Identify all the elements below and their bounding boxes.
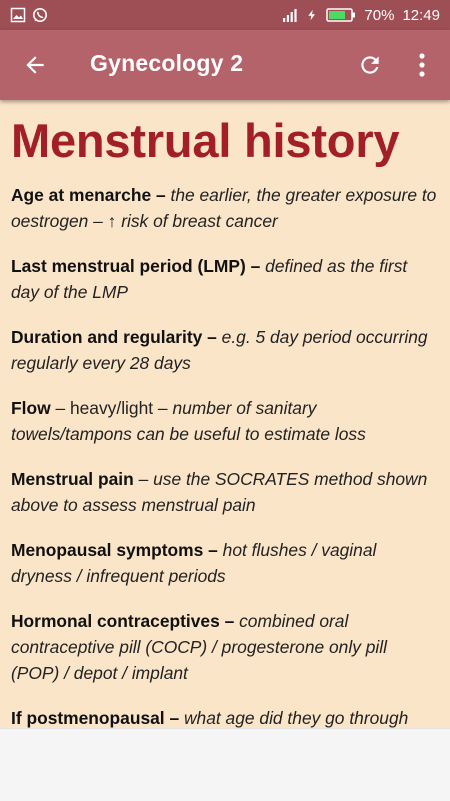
charging-icon [306, 7, 318, 23]
article-content[interactable] [0, 100, 450, 728]
history-item-duration [11, 324, 439, 376]
item-separator: – [50, 398, 70, 418]
history-item-menarche [11, 182, 439, 234]
item-description: e.g. 5 day period occurring regularly every 28 days [11, 327, 428, 373]
item-description: use the SOCRATES method shown above to assess menstrual pain [11, 469, 428, 515]
page-title: Gynecology 2 [90, 50, 244, 76]
history-item-menopausal [11, 537, 439, 589]
app-bar [0, 30, 450, 100]
item-label: Duration and regularity [11, 327, 203, 347]
item-label: Hormonal contraceptives [11, 611, 220, 631]
item-separator: – [151, 185, 171, 205]
bottom-panel [0, 728, 450, 801]
item-label: Flow [11, 398, 51, 418]
item-separator: – [203, 540, 223, 560]
item-separator: – [202, 327, 222, 347]
arrow-left-icon[interactable] [22, 52, 48, 78]
item-description: defined as the first day of the LMP [11, 256, 408, 302]
history-item-flow [11, 395, 439, 447]
item-separator-2: – [153, 398, 173, 418]
history-item-postmenopausal [11, 705, 439, 728]
whatsapp-icon [32, 7, 48, 23]
item-plain-text: heavy/light [69, 398, 154, 418]
item-description: what age did they go through [183, 708, 409, 728]
item-label: If postmenopausal [11, 708, 165, 728]
clock: 12:49 [402, 6, 440, 24]
item-label: Last menstrual period (LMP) [11, 256, 246, 276]
history-item-pain [11, 466, 439, 518]
item-label: Age at menarche [11, 185, 152, 205]
section-heading: Menstrual history [11, 114, 400, 167]
item-description: combined oral contraceptive pill (COCP) / progesterone only pill (POP) / depot / implant [11, 611, 387, 683]
item-separator: – [219, 611, 240, 631]
history-item-lmp [11, 253, 439, 305]
battery-percent: 70% [364, 6, 395, 24]
more-vertical-icon[interactable] [412, 52, 432, 78]
item-label: Menstrual pain [11, 469, 134, 489]
item-description: hot flushes / vaginal dryness / infrequent periods [11, 540, 377, 586]
item-separator: – [133, 469, 154, 489]
item-separator: – [164, 708, 184, 728]
status-bar [0, 0, 450, 30]
item-separator: – [245, 256, 266, 276]
item-description: the earlier, the greater exposure to oestrogen – ↑ risk of breast cancer [11, 185, 437, 231]
item-label: Menopausal symptoms [11, 540, 204, 560]
history-item-contraceptives [11, 608, 439, 686]
signal-icon [282, 7, 298, 23]
image-icon [10, 7, 26, 23]
refresh-icon[interactable] [357, 52, 383, 78]
battery-icon [326, 7, 356, 23]
item-description: number of sanitary towels/tampons can be useful to estimate loss [11, 398, 366, 444]
